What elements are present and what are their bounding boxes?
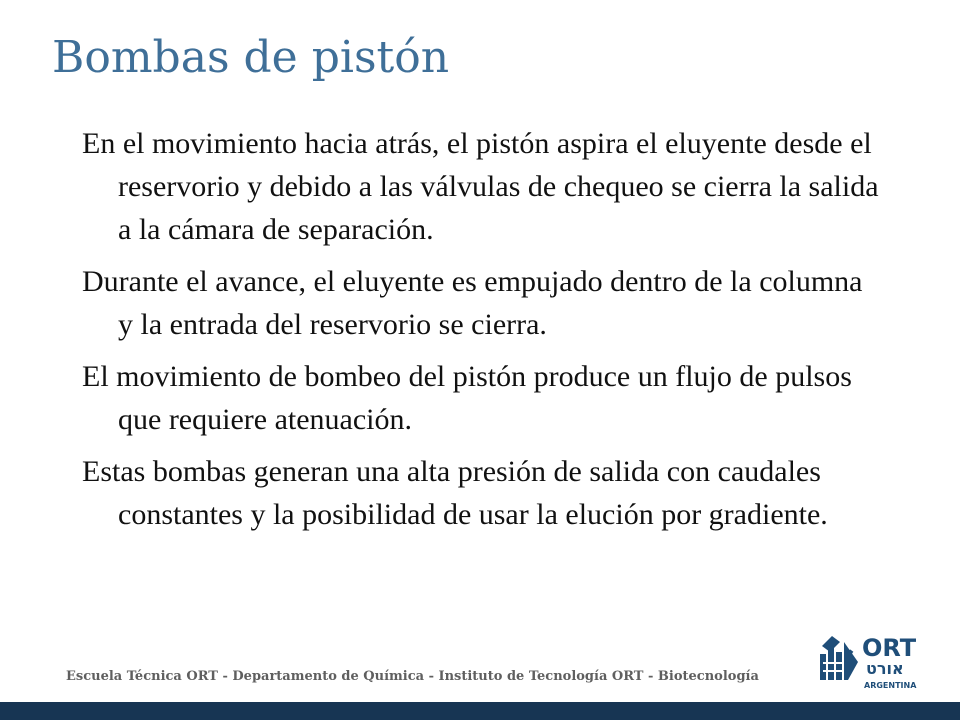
slide-body [82,122,882,545]
footer-institution-text: Escuela Técnica ORT - Departamento de Química - Instituto de Tecnología ORT - Biotecnología [66,669,759,684]
bottom-bar [0,702,960,720]
paragraph-high-pressure: Estas bombas generan una alta presión de salida con caudales constantes y la posibilidad de usar la elución por gradiente. [82,455,828,531]
ort-logo [818,632,930,694]
slide-title: Bombas de pistón [52,32,450,83]
ort-logo-hebrew: אורט [866,659,904,678]
paragraph-backward-stroke: En el movimiento hacia atrás, el pistón aspira el eluyente desde el reservorio y debido a las válvulas de chequeo se cierra la salida a la cámara de separación. [82,127,879,246]
paragraph-forward-stroke: Durante el avance, el eluyente es empujado dentro de la columna y la entrada del reservorio se cierra. [82,265,863,341]
ort-logo-brand: ORT [862,634,917,662]
ort-emblem-icon [820,636,858,680]
ort-logo-country: ARGENTINA [864,681,917,690]
paragraph-pulse-flow: El movimiento de bombeo del pistón produce un flujo de pulsos que requiere atenuación. [82,360,852,436]
